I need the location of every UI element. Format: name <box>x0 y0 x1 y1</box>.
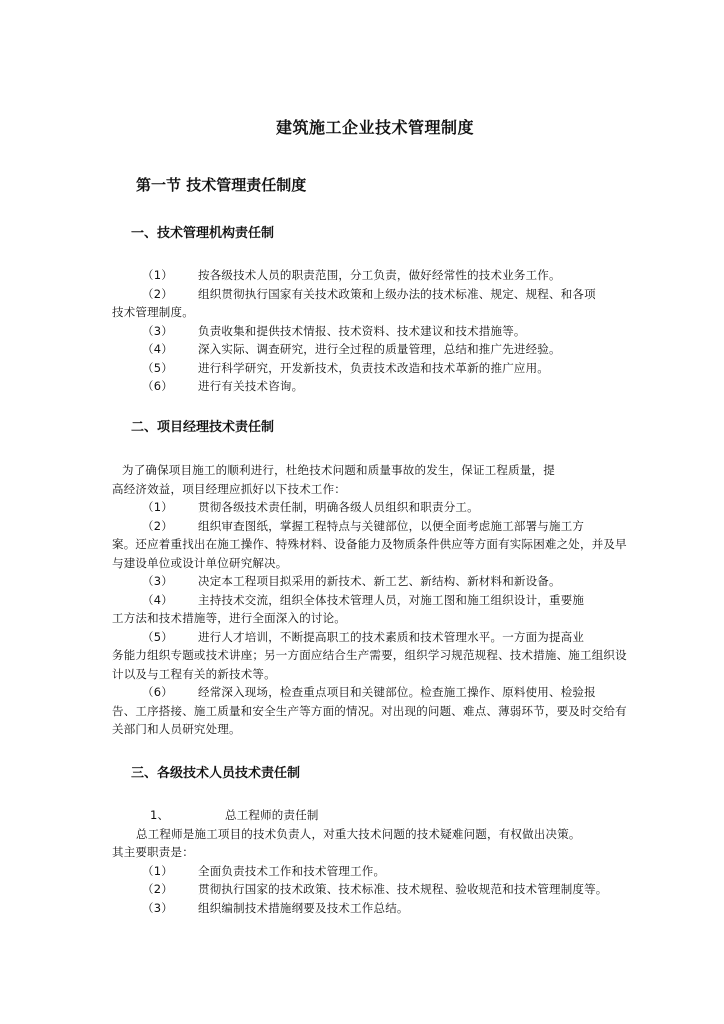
subsection-title: 1、 总工程师的责任制 <box>150 808 319 822</box>
list-item: （5） 进行科学研究，开发新技术，负责技术改造和技术革新的推广应用。 <box>142 360 549 375</box>
list-item: （4） 主持技术交流，组织全体技术管理人员，对施工图和施工组织设计，重要施 <box>142 592 585 607</box>
list-item-continuation: 工方法和技术措施等，进行全面深入的讨论。 <box>112 611 346 625</box>
list-item-continuation: 案。还应着重找出在施工操作、特殊材料、设备能力及物质条件供应等方面有实际困难之处，并及早与建设单位或设计单位研究解决。 <box>112 537 627 570</box>
list-item: （5） 进行人才培训，不断提高职工的技术素质和技术管理水平。一方面为提高业 <box>142 629 585 644</box>
part1-list <box>112 266 632 396</box>
list-item: （3） 组织编制技术措施纲要及技术工作总结。 <box>142 900 409 915</box>
part2-heading: 二、项目经理技术责任制 <box>131 420 275 435</box>
part1-heading: 一、技术管理机构责任制 <box>131 226 275 241</box>
list-item: （6） 经常深入现场，检查重点项目和关键部位。检查施工操作、原料使用、检验报 <box>142 685 596 699</box>
list-item: （2） 组织贯彻执行国家有关技术政策和上级办法的技术标准、规定、规程、和各项 <box>142 286 596 301</box>
list-item: （4） 深入实际、调查研究，进行全过程的质量管理，总结和推广先进经验。 <box>142 342 561 356</box>
part3-heading: 三、各级技术人员技术责任制 <box>131 766 301 781</box>
list-item-continuation: 技术管理制度。 <box>112 305 194 319</box>
section-title: 第一节 技术管理责任制度 <box>136 176 307 194</box>
part3-body <box>112 806 632 917</box>
list-item-continuation: 务能力组织专题或技术讲座；另一方面应结合生产需要，组织学习规范规程、技术措施、施工组织设计以及与工程有关的新技术等。 <box>112 648 627 681</box>
list-item: （2） 组织审查图纸，掌握工程特点与关键部位，以便全面考虑施工部署与施工方 <box>142 518 585 533</box>
list-item: （3） 负责收集和提供技术情报、技术资料、技术建议和技术措施等。 <box>142 323 526 338</box>
document-title: 建筑施工企业技术管理制度 <box>275 118 474 137</box>
part2-body <box>112 461 632 739</box>
part2-intro-continuation: 高经济效益，项目经理应抓好以下技术工作： <box>112 481 346 496</box>
list-item: （6） 进行有关技术咨询。 <box>142 379 304 393</box>
part2-intro: 为了确保项目施工的顺利进行，杜绝技术问题和质量事故的发生，保证工程质量，提 <box>122 463 555 477</box>
list-item: （2） 贯彻执行国家的技术政策、技术标准、技术规程、验收规范和技术管理制度等。 <box>142 882 608 896</box>
list-item: （3） 决定本工程项目拟采用的新技术、新工艺、新结构、新材料和新设备。 <box>142 574 561 588</box>
list-item: （1） 全面负责技术工作和技术管理工作。 <box>142 863 386 878</box>
list-item: （1） 贯彻各级技术责任制，明确各级人员组织和职责分工。 <box>142 500 479 514</box>
part3-intro-continuation: 其主要职责是： <box>112 845 194 859</box>
part3-intro: 总工程师是施工项目的技术负责人，对重大技术问题的技术疑难问题，有权做出决策。 <box>136 826 581 841</box>
list-item: （1） 按各级技术人员的职责范围，分工负责，做好经常性的技术业务工作。 <box>142 268 561 282</box>
list-item-continuation: 告、工序搭接、施工质量和安全生产等方面的情况。对出现的问题、难点、薄弱环节，要及时交给有关部门和人员研究处理。 <box>112 703 627 736</box>
